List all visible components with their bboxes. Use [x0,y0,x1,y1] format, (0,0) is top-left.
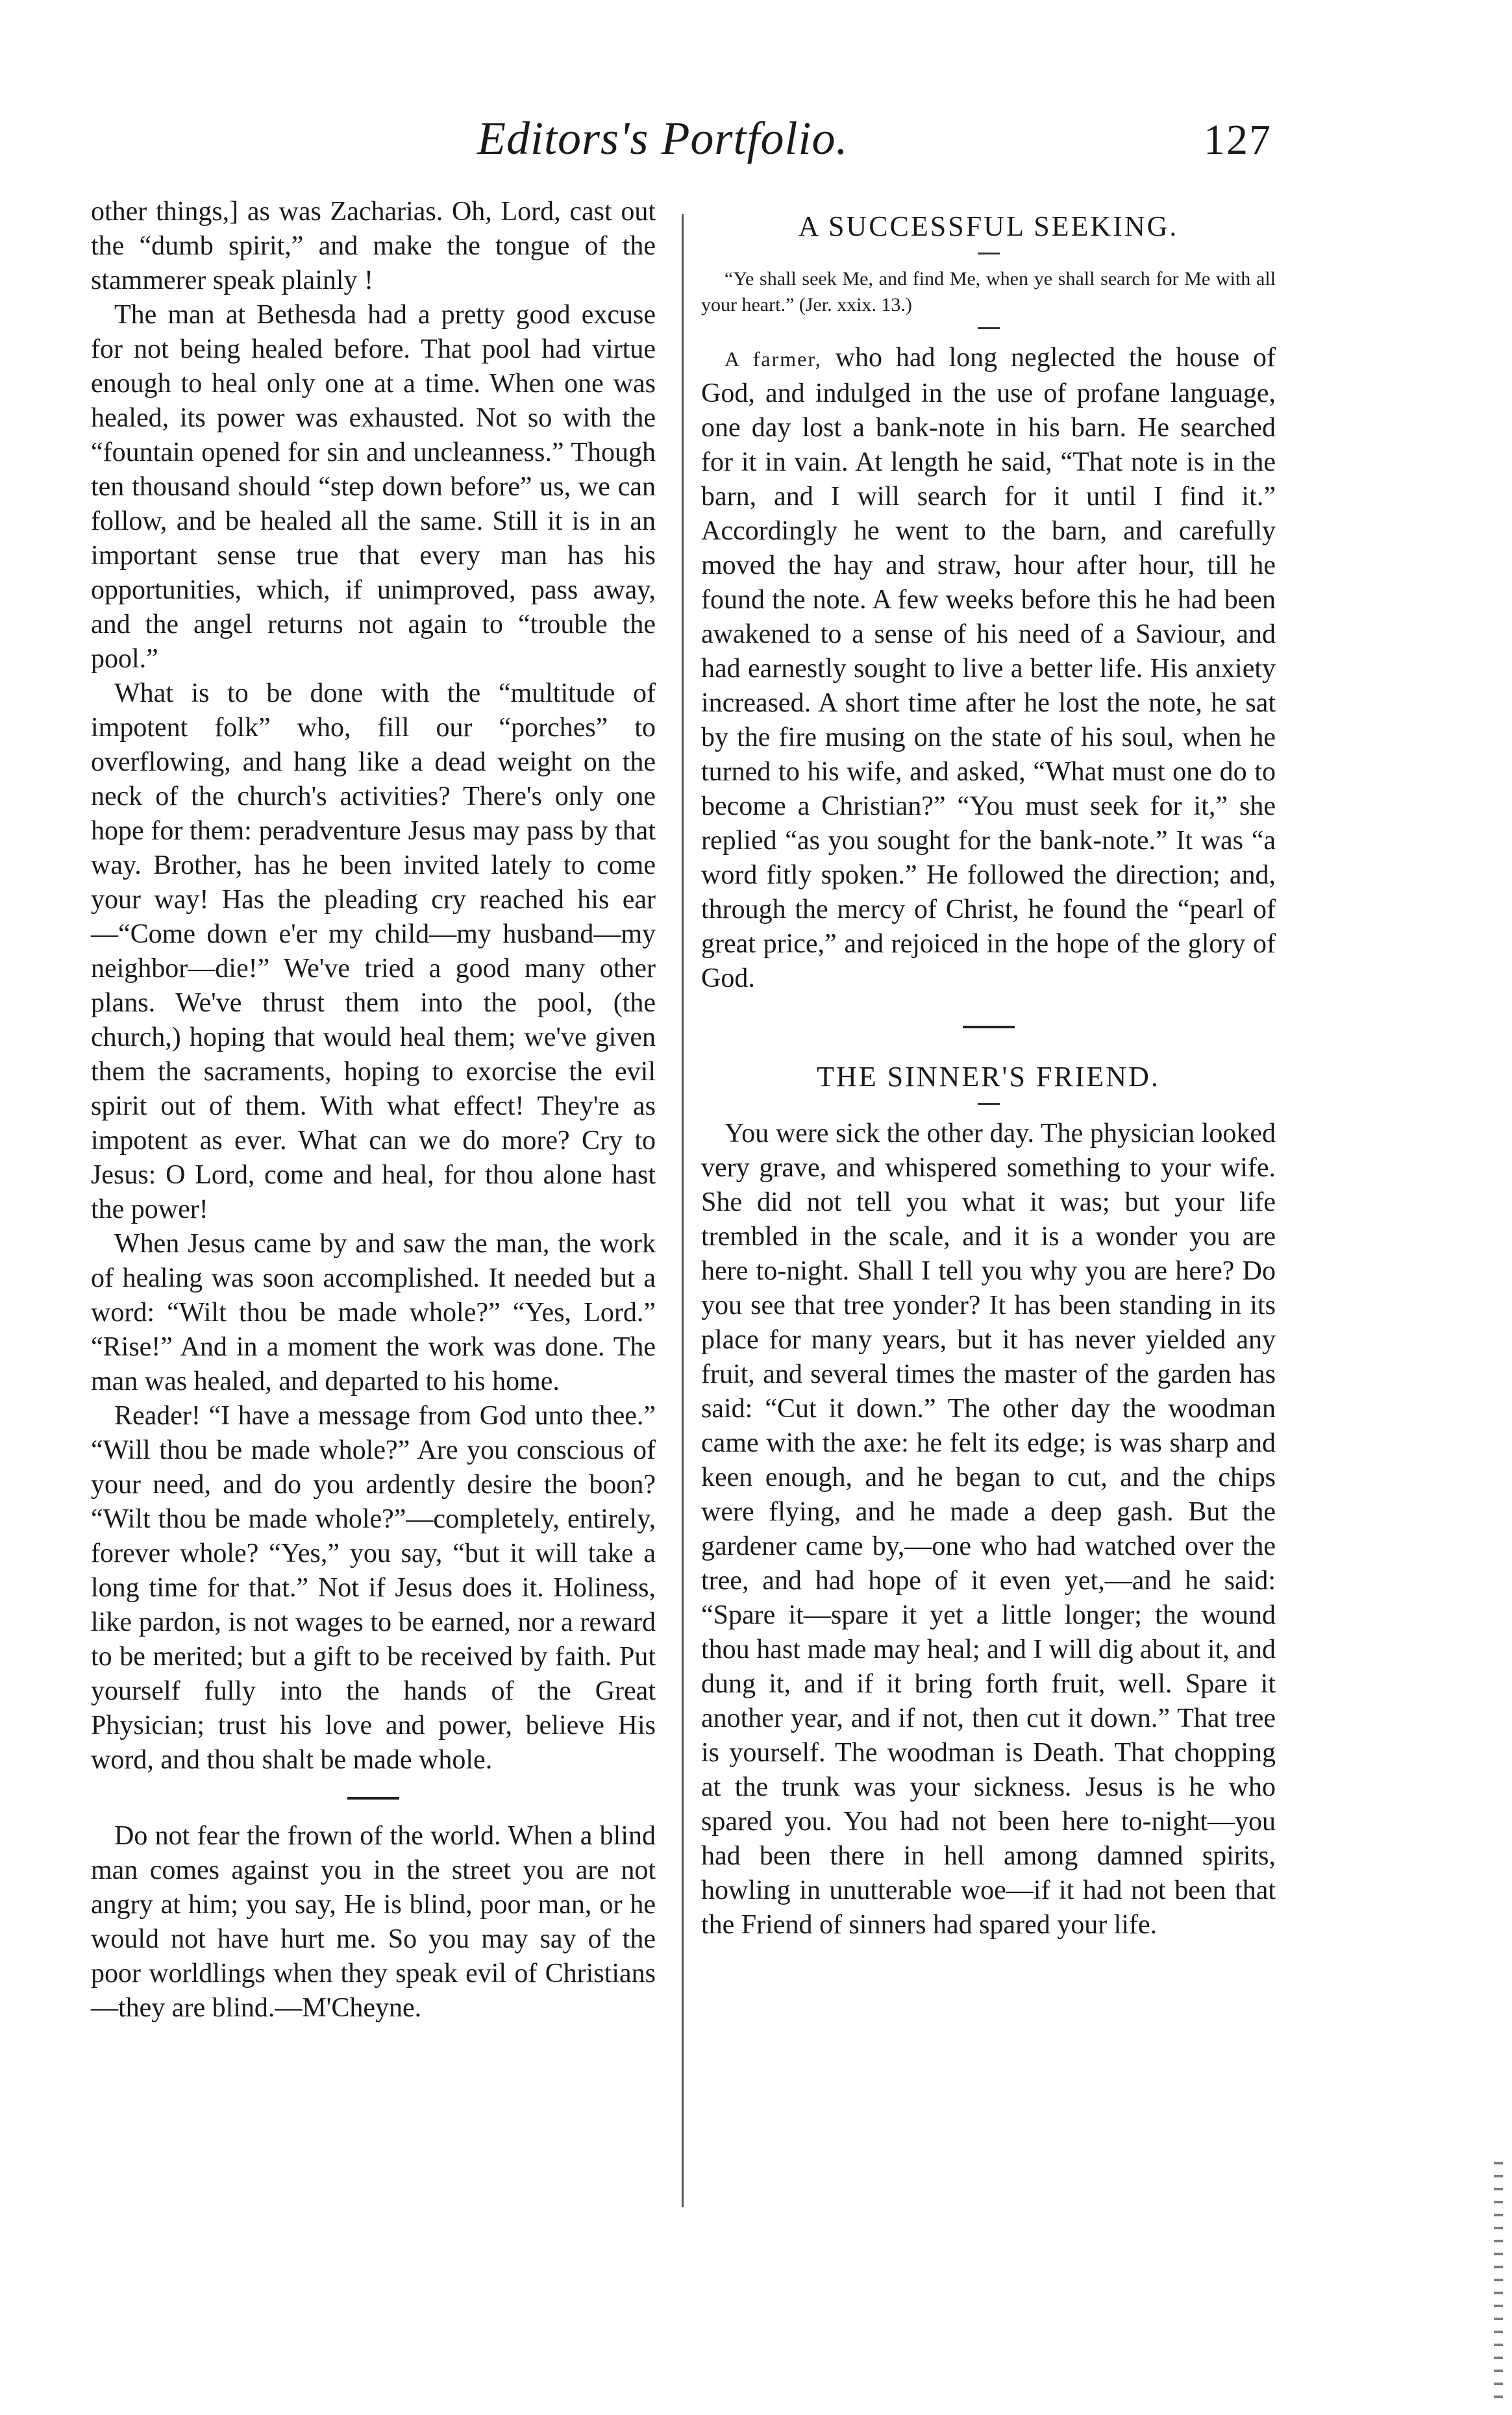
left-column [91,195,656,2025]
paragraph: Reader! “I have a message from God unto thee.” “Will thou be made whole?” Are you conscious of your need, and do you ardently desire the boon? “Wilt thou be made whole?”—completely, entirely, forever whole? “Yes,” you say, “but it will take a long time for that.” Not if Jesus does it. Holiness, like pardon, is not wages to be earned, nor a reward to be merited; but a gift to be received by faith. Put yourself fully into the hands of the Great Physician; trust his love and power, believe His word, and thou shalt be made whole. [91,1401,656,1775]
article-body: You were sick the other day. The physician looked very grave, and whispered something to your wife. She did not tell you what it was; but your life trembled in the scale, and it is a wonder you are here to-night. Shall I tell you why you are here? Do you see that tree yonder? It has been standing in its place for many years, but it has never yielded any fruit, and several times the master of the garden has said: “Cut it down.” The other day the woodman came with the axe: he felt its edge; is was sharp and keen enough, and he began to cut, and the chips were flying, and he made a deep gash. But the gardener came by,—one who had watched over the tree, and had hope of it even yet,—and he said: “Spare it—spare it yet a little longer; the wound thou hast made may heal; and I will dig about it, and dung it, and if it bring forth fruit, well. Spare it another year, and if not, then cut it down.” That tree is yourself. The woodman is Death. That chopping at the trunk was your sickness. Jesus is he who spared you. You had not been here to-night—you had been there in hell among damned spirits, howling in unutterable woe—if it had not been that the Friend of sinners had spared your life. [701,1119,1276,1940]
paragraph: other things,] as was Zacharias. Oh, Lord, cast out the “dumb spirit,” and make the tongue of the stammerer speak plainly ! [91,197,656,295]
column-divider [682,214,684,2207]
section-divider [963,1026,1015,1028]
page-edge-marks [1494,2162,1503,2409]
epigraph: “Ye shall seek Me, and find Me, when ye shall search for Me with all your heart.” (Jer. xxix. 13.) [701,268,1276,316]
section-divider [347,1797,399,1800]
article-body [701,341,1276,996]
page-number: 127 [1204,116,1272,164]
right-column [701,195,1276,1942]
title-rule [978,253,1000,254]
paragraph: What is to be done with the “multitude of impotent folk” who, fill our “porches” to overflowing, and hang like a dead weight on the neck of the church's activities? There's only one hope for them: peradventure Jesus may pass by that way. Brother, has he been invited lately to come your way! Has the pleading cry reached his ear—“Come down e'er my child—my husband—my neighbor—die!” We've tried a good many other plans. We've thrust them into the pool, (the church,) hoping that would heal them; we've given them the sacraments, hoping to exorcise the evil spirit out of them. With what effect! They're as impotent as ever. What can we do more? Cry to Jesus: O Lord, come and heal, for thou alone hast the power! [91,678,656,1224]
paragraph: The man at Bethesda had a pretty good excuse for not being healed before. That pool had virtue enough to heal only one at a time. When one was healed, its power was exhausted. Not so with the “fountain opened for sin and uncleanness.” Though ten thousand should “step down before” us, we can follow, and be healed all the same. Still it is in an important sense true that every man has his opportunities, which, if unimproved, pass away, and the angel returns not again to “trouble the pool.” [91,300,656,674]
epigraph-rule [978,327,1000,329]
title-rule [978,1103,1000,1105]
lead-word: A farmer, [725,347,822,371]
article-text: who had long neglected the house of God, and indulged in the use of profane language, one day lost a bank-note in his barn. He searched for it in vain. At length he said, “That note is in the barn, and I will search for it until I find it.” Accordingly he went to the barn, and carefully moved the hay and straw, hour after hour, till he found the note. A few weeks before this he had been awakened to a sense of his need of a Saviour, and had earnestly sought to live a better life. His anxiety increased. A short time after he lost the note, he sat by the fire musing on the state of his soul, when he turned to his wife, and asked, “What must one do to become a Christian?” “You must seek for it,” she replied “as you sought for the bank-note.” It was “a word fitly spoken.” He followed the direction; and, through the mercy of Christ, he found the “pearl of great price,” and rejoiced in the hope of the glory of God. [701,343,1276,993]
paragraph: When Jesus came by and saw the man, the work of healing was soon accomplished. It needed but a word: “Wilt thou be made whole?” “Yes, Lord.” “Rise!” And in a moment the work was done. The man was healed, and departed to his home. [91,1229,656,1396]
closing-paragraph: Do not fear the frown of the world. When a blind man comes against you in the street you are not angry at him; you say, He is blind, poor man, or he would not have hurt me. So you may say of the poor worldlings when they speak evil of Christians—they are blind.—M'Cheyne. [91,1821,656,2023]
running-title: Editors's Portfolio. [477,112,849,164]
section-title: A SUCCESSFUL SEEKING. [798,210,1179,242]
section-title: THE SINNER'S FRIEND. [817,1061,1160,1093]
